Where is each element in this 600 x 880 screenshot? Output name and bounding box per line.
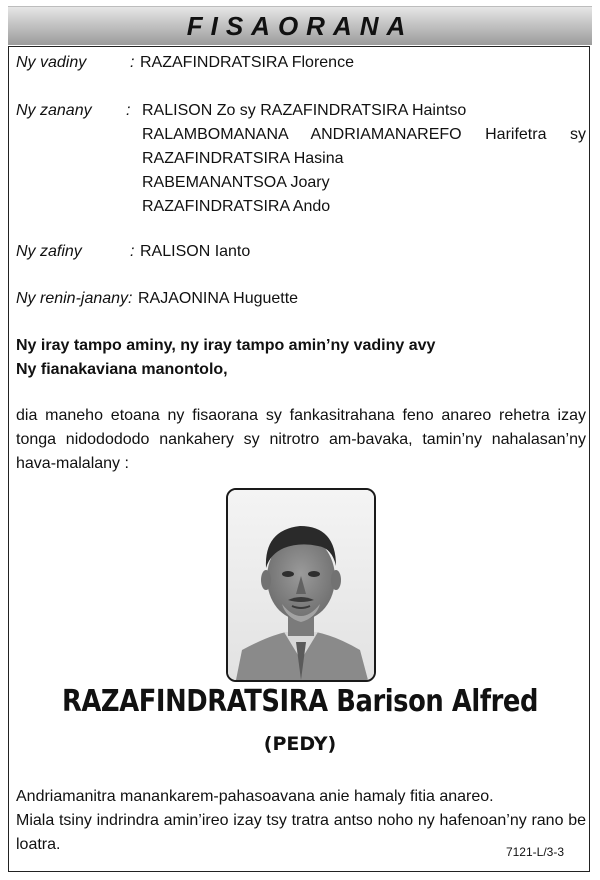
closing-text	[16, 785, 586, 857]
children-label: Ny zanany	[16, 102, 92, 119]
portrait-photo	[226, 488, 376, 682]
child-name-line: RALAMBOMANANA ANDRIAMANAREFO Harifetra sy	[142, 126, 586, 143]
header-banner	[8, 6, 592, 45]
spouse-label: Ny vadiny	[16, 54, 87, 71]
child-name-line: RABEMANANTSOA Joary	[142, 174, 330, 191]
children-names	[142, 99, 586, 219]
children-colon: :	[126, 102, 131, 119]
deceased-name: RAZAFINDRATSIRA Barison Alfred	[61, 684, 539, 719]
reference-code: 7121-L/3-3	[505, 845, 564, 859]
closing-line: Miala tsiny indrindra amin’ireo izay tsy tratra antso noho ny hafenoan’ny rano be loatra.	[16, 812, 586, 853]
portrait-image	[228, 490, 374, 680]
intro-line: Ny fianakaviana manontolo,	[16, 361, 228, 378]
grandchild-label: Ny zafiny	[16, 243, 82, 260]
intro-line: Ny iray tampo aminy, ny iray tampo amin’ny vadiny avy	[16, 337, 436, 354]
spouse-colon: :	[130, 54, 135, 71]
intro-bold	[16, 334, 435, 382]
child-name-line: RAZAFINDRATSIRA Hasina	[142, 150, 344, 167]
header-title: FISAORANA	[186, 10, 414, 41]
child-name-line: RAZAFINDRATSIRA Ando	[142, 198, 331, 215]
spouse-name: RAZAFINDRATSIRA Florence	[140, 54, 354, 71]
thanks-paragraph: dia maneho etoana ny fisaorana sy fankasitrahana feno anareo rehetra izay tonga nidodododo nankahery sy nitrotro am-bavaka, tamin’ny nahalasan’ny hava-malalany :	[16, 407, 586, 472]
mother-in-law-label: Ny renin-janany:	[16, 290, 133, 307]
deceased-nickname: (PEDY)	[263, 733, 337, 755]
child-name-line: RALISON Zo sy RAZAFINDRATSIRA Haintso	[142, 102, 467, 119]
closing-line: Andriamanitra manankarem-pahasoavana anie hamaly fitia anareo.	[16, 788, 494, 805]
mother-in-law-name: RAJAONINA Huguette	[138, 290, 299, 307]
grandchild-colon: :	[130, 243, 135, 260]
grandchild-name: RALISON Ianto	[140, 243, 251, 260]
